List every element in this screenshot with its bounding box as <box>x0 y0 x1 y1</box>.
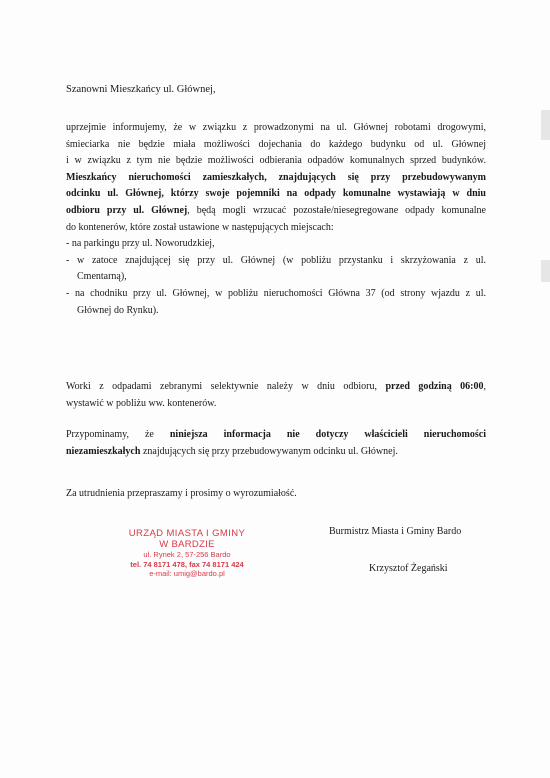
list-item-location: - w zatoce znajdującej się przy ul. Głównej (w pobliżu przystanku i skrzyżowania z ul. <box>66 254 486 266</box>
text-line-bold <box>66 186 486 203</box>
text-fragment: znajdujących się przy przebudowywanym odcinku ul. Głównej. <box>140 445 398 457</box>
text-line-bold <box>66 170 486 187</box>
stamp-phone: tel. 74 8171 478, fax 74 8171 424 <box>130 559 244 569</box>
paragraph-bags <box>66 379 486 412</box>
scan-margin-mark <box>541 110 550 140</box>
paragraph-main <box>66 120 486 319</box>
text-line <box>66 379 486 396</box>
stamp-address: ul. Rynek 2, 57-256 Bardo <box>143 550 231 559</box>
closing-apology: Za utrudnienia przepraszamy i prosimy o wyrozumiałość. <box>66 488 297 499</box>
signatory-name: Krzysztof Żegański <box>369 563 448 574</box>
stamp-office-name: URZĄD MIASTA I GMINY <box>128 528 246 539</box>
stamp-office-town: W BARDZIE <box>159 539 215 550</box>
bold-text: niezamieszkałych <box>66 445 141 457</box>
text-line: Cmentarną), <box>77 271 127 283</box>
text-line: śmieciarka nie będzie miała możliwości dojechania do każdego budynku od ul. Głównej <box>66 138 486 150</box>
text-line: do kontenerów, które został ustawione w następujących miejscach: <box>66 221 334 233</box>
text-fragment: , <box>483 381 487 392</box>
text-line <box>66 444 486 461</box>
list-item-location: - na parkingu przy ul. Noworudzkiej, <box>66 238 215 250</box>
text-line: i w związku z tym nie będzie możliwości odbierania odpadów komunalnych sprzed budynków. <box>66 155 486 167</box>
scan-margin-mark <box>541 260 550 282</box>
text-fragment: Worki z odpadami zebranymi selektywnie należy w dniu odbioru, <box>66 381 386 392</box>
text-fragment: , będą mogli wrzucać pozostałe/niesegregowane odpady komunalne <box>187 204 486 216</box>
signatory-title: Burmistrz Miasta i Gminy Bardo <box>329 526 462 537</box>
list-item-location: - na chodniku przy ul. Głównej, w pobliżu nieruchomości Główna 37 (od strony wjazdu z ul. <box>66 287 486 299</box>
text-line <box>66 427 486 444</box>
bold-text: przed godziną 06:00 <box>385 381 484 392</box>
greeting: Szanowni Mieszkańcy ul. Głównej, <box>66 84 216 95</box>
bold-text: odcinku ul. Głównej, którzy swoje pojemniki na odpady komunalne wystawiają w dniu <box>66 188 486 200</box>
text-line <box>66 203 486 220</box>
paragraph-reminder <box>66 427 486 460</box>
text-line: Głównej do Rynku). <box>77 304 159 316</box>
bold-text: odbioru przy ul. Głównej <box>66 204 188 216</box>
text-line: uprzejmie informujemy, że w związku z prowadzonymi na ul. Głównej robotami drogowymi, <box>66 122 486 133</box>
text-line: wystawić w pobliżu ww. kontenerów. <box>66 397 217 409</box>
stamp-email: e-mail: umig@bardo.pl <box>149 569 225 578</box>
bold-text: Mieszkańcy nieruchomości zamieszkałych, znajdujących się przy przebudowywanym <box>66 171 486 183</box>
bold-text: niniejsza informacja nie dotyczy właścicieli nieruchomości <box>169 429 486 440</box>
office-stamp <box>107 528 267 579</box>
text-fragment: Przypominamy, że <box>66 429 170 440</box>
